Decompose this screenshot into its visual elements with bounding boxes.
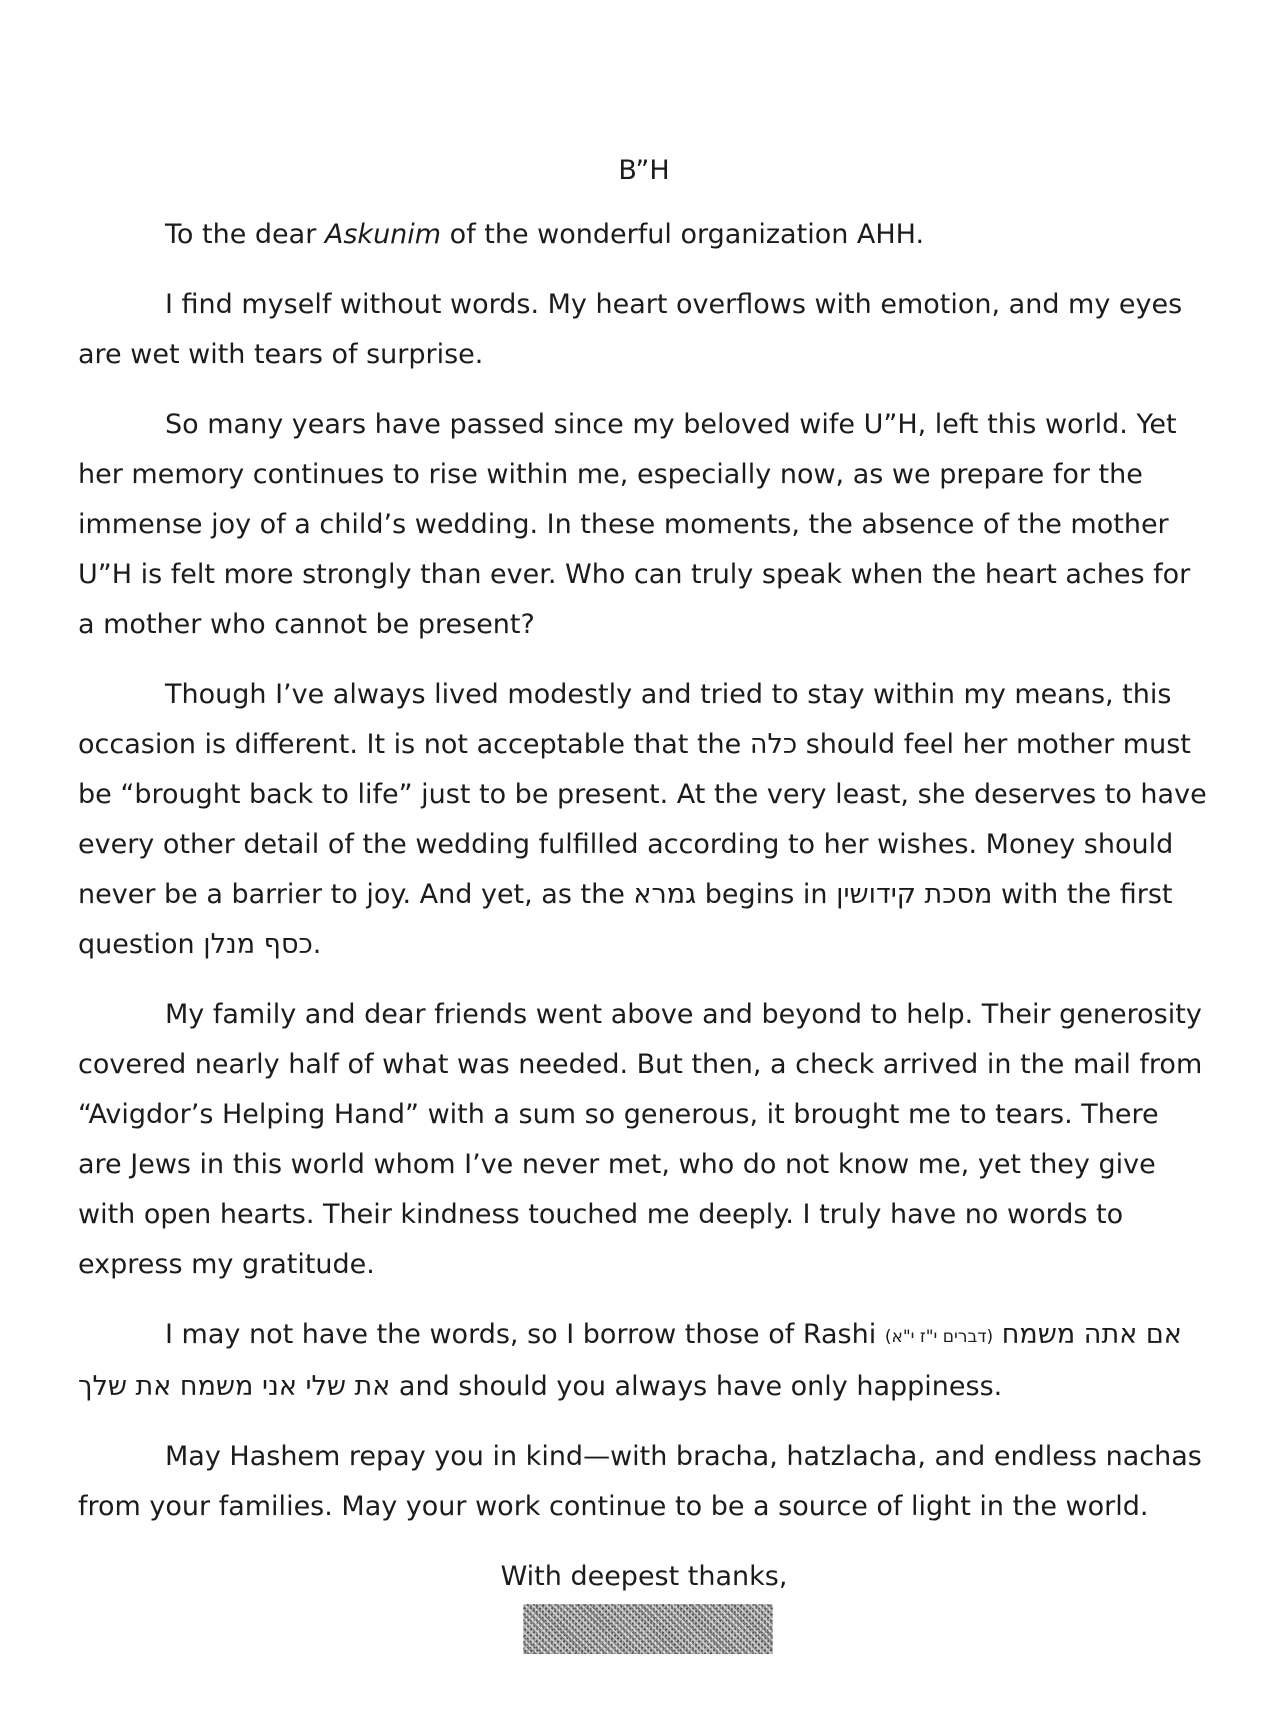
paragraph-generosity: My family and dear friends went above and beyond to help. Their generosity covered nearly half of what was needed. But then, a check arrived in the mail from “Avigdor’s Helping Hand” with a sum so generous, it brought me to tears. There are Jews in this world whom I’ve never met, who do not know me, yet they give with open hearts. Their kindness touched me deeply. I truly have no words to express my gratitude. bbox=[78, 999, 1203, 1280]
occasion-text-4: with the first question bbox=[78, 879, 1173, 960]
rashi-text-2: and should you always have only happiness. bbox=[390, 1371, 1003, 1402]
hebrew-kesef-minalan: כסף מנלן bbox=[203, 929, 313, 960]
hebrew-gemara: גמרא bbox=[633, 879, 697, 910]
hebrew-kallah: כלה bbox=[749, 729, 798, 760]
letter-body bbox=[78, 146, 1210, 1602]
hebrew-masechet-kiddushin: מסכת קידושין bbox=[836, 879, 993, 910]
rashi-text-1: I may not have the words, so I borrow those of Rashi bbox=[165, 1319, 885, 1350]
paragraph-blessing: May Hashem repay you in kind—with bracha, hatzlacha, and endless nachas from your families. May your work continue to be a source of light in the world. bbox=[78, 1441, 1202, 1522]
rashi-quote: אם אתה משמח את שלי אני משמח את שלך bbox=[78, 1319, 1182, 1402]
salutation bbox=[78, 210, 1210, 260]
paragraph-without-words: I find myself without words. My heart overflows with emotion, and my eyes are wet with tears of surprise. bbox=[78, 289, 1183, 370]
occasion-text-5: . bbox=[312, 929, 322, 960]
paragraph-occasion bbox=[78, 670, 1210, 970]
paragraph-memory: So many years have passed since my beloved wife U”H, left this world. Yet her memory continues to rise within me, especially now, as we prepare for the immense joy of a child’s wedding. In these moments, the absence of the mother U”H is felt more strongly than ever. Who can truly speak when the heart aches for a mother who cannot be present? bbox=[78, 409, 1191, 640]
occasion-text-3: begins in bbox=[696, 879, 837, 910]
salutation-text-end: of the wonderful organization AHH. bbox=[441, 219, 925, 250]
letter-heading: B”H bbox=[618, 155, 670, 186]
paragraph-rashi bbox=[78, 1310, 1210, 1412]
rashi-source: (דברים י"ז י"א) bbox=[884, 1327, 994, 1347]
occasion-text-2: should feel her mother must be “brought back to life” just to be present. At the very least, she deserves to have every other detail of the wedding fulfilled according to her wishes. Money should never be a barrier to joy. And yet, as the bbox=[78, 729, 1207, 910]
salutation-askunim: Askunim bbox=[324, 219, 442, 250]
closing-line: With deepest thanks, bbox=[500, 1561, 788, 1592]
redacted-signature bbox=[523, 1604, 773, 1654]
occasion-text-1: Though I’ve always lived modestly and tried to stay within my means, this occasion is different. It is not acceptable that the bbox=[78, 679, 1172, 760]
salutation-text-start: To the dear bbox=[165, 219, 325, 250]
